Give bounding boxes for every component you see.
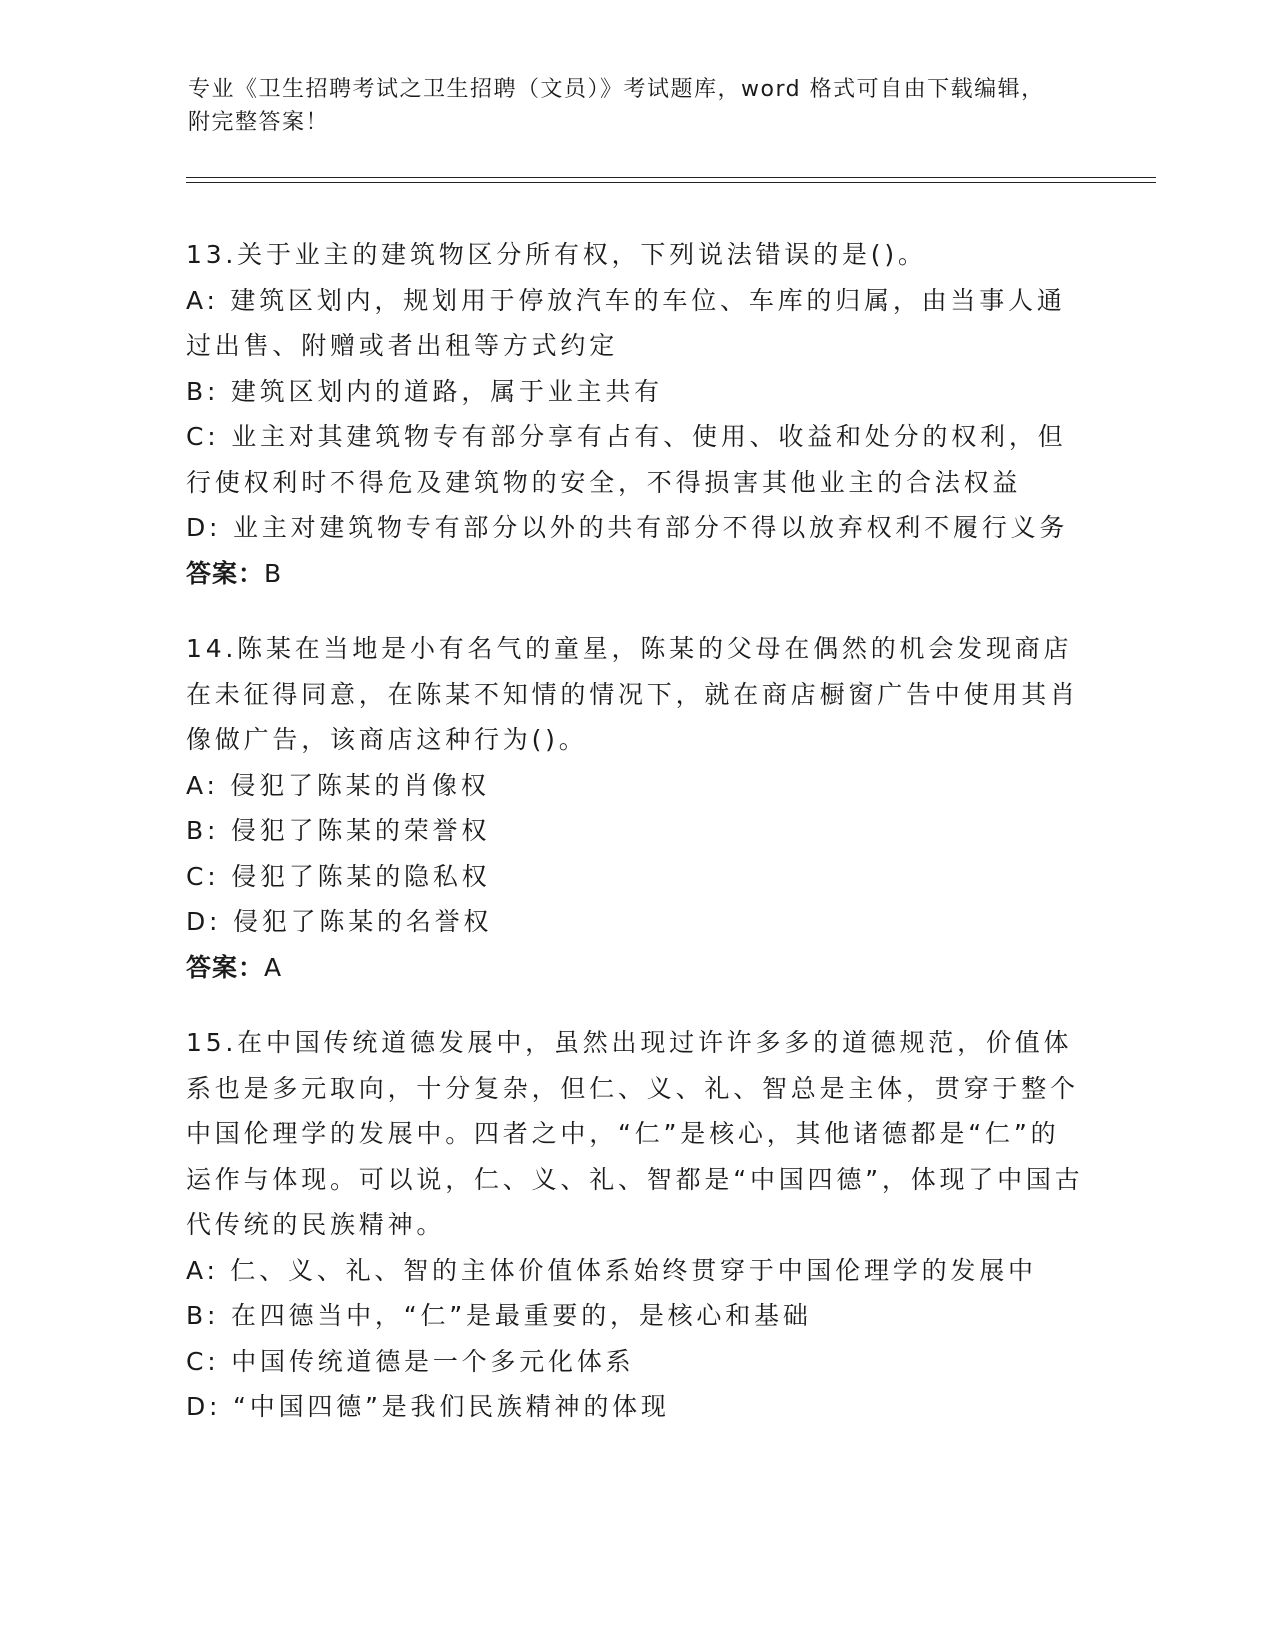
answer-value: A — [264, 952, 283, 982]
option-c: C: 侵犯了陈某的隐私权 — [186, 861, 491, 891]
question-stem: 14.陈某在当地是小有名气的童星，陈某的父母在偶然的机会发现商店在未征得同意，在陈某不知情的情况下，就在商店橱窗广告中使用其肖像做广告，该商店这种行为()。 — [186, 634, 1079, 754]
answer-label: 答案： — [186, 952, 265, 982]
header-text: 专业《卫生招聘考试之卫生招聘（文员）》考试题库，word 格式可自由下载编辑，附完整答案！ — [188, 77, 1045, 135]
question-14 — [186, 626, 1086, 990]
question-stem: 15.在中国传统道德发展中，虽然出现过许许多多的道德规范，价值体系也是多元取向，十分复杂，但仁、义、礼、智总是主体，贯穿于整个中国伦理学的发展中。四者之中，“仁”是核心，其他诸德都是“仁”的运作与体现。可以说，仁、义、礼、智都是“中国四德”，体现了中国古代传统的民族精神。 — [186, 1028, 1084, 1239]
document-header — [188, 73, 1068, 139]
option-c: C: 中国传统道德是一个多元化体系 — [186, 1346, 635, 1376]
option-a: A: 侵犯了陈某的肖像权 — [186, 770, 490, 800]
option-d: D: 业主对建筑物专有部分以外的共有部分不得以放弃权利不履行义务 — [186, 513, 1069, 542]
option-b: B: 在四德当中，“仁”是最重要的，是核心和基础 — [186, 1301, 812, 1330]
option-b: B: 侵犯了陈某的荣誉权 — [186, 816, 491, 845]
option-c: C: 业主对其建筑物专有部分享有占有、使用、收益和处分的权利，但行使权利时不得危及建筑物的安全，不得损害其他业主的合法权益 — [186, 422, 1067, 497]
answer-label: 答案： — [186, 558, 265, 588]
option-d: D: “中国四德”是我们民族精神的体现 — [186, 1392, 670, 1421]
answer-line — [186, 945, 1086, 991]
option-a: A: 仁、义、礼、智的主体价值体系始终贯穿于中国伦理学的发展中 — [186, 1255, 1037, 1285]
option-a: A: 建筑区划内，规划用于停放汽车的车位、车库的归属，由当事人通过出售、附赠或者出租等方式约定 — [186, 285, 1066, 360]
question-13 — [186, 232, 1086, 596]
question-list — [186, 232, 1086, 1460]
header-divider-bottom — [186, 182, 1156, 183]
option-d: D: 侵犯了陈某的名誉权 — [186, 907, 493, 936]
option-b: B: 建筑区划内的道路，属于业主共有 — [186, 376, 663, 406]
answer-line — [186, 551, 1086, 597]
question-15 — [186, 1020, 1086, 1430]
answer-value: B — [264, 558, 283, 588]
header-divider-top — [186, 177, 1156, 178]
question-stem: 13.关于业主的建筑物区分所有权，下列说法错误的是()。 — [186, 240, 927, 269]
